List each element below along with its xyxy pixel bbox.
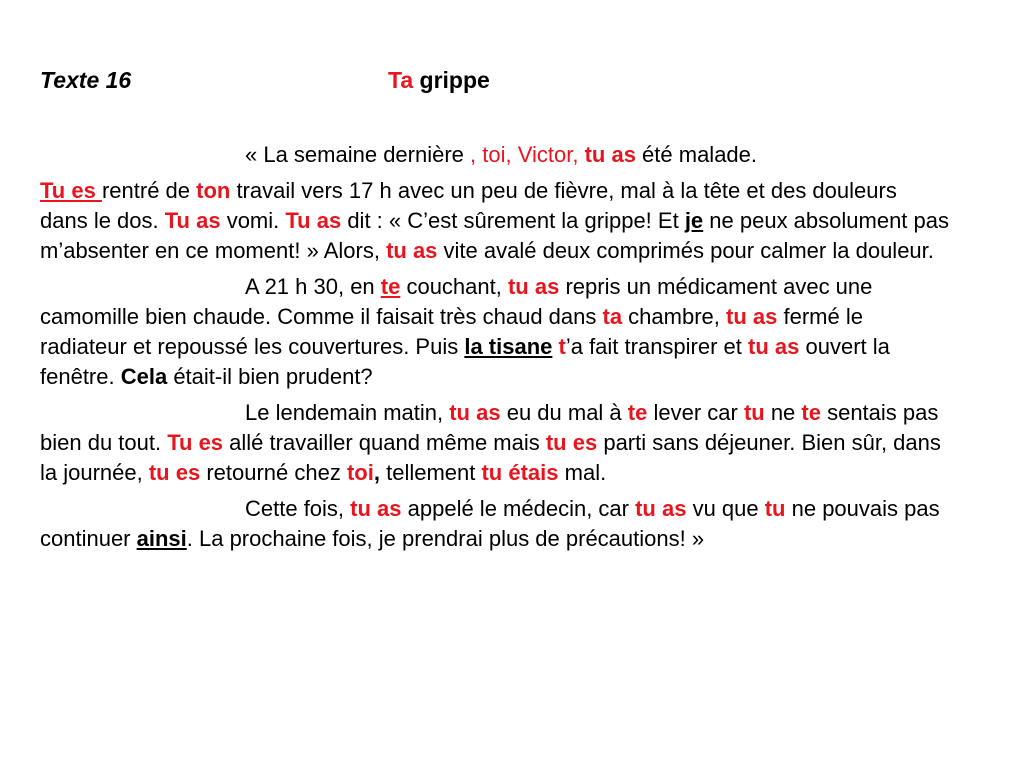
paragraph — [40, 398, 950, 488]
highlighted-text: te — [627, 400, 648, 425]
text-segment: A 21 h 30, en — [245, 274, 381, 299]
text-segment: tellement — [379, 460, 482, 485]
text-segment: . La prochaine fois, je prendrai plus de précautions! » — [186, 526, 705, 551]
text-segment: mal. — [558, 460, 607, 485]
highlighted-text: , — [373, 460, 380, 485]
text-segment: couchant, — [400, 274, 508, 299]
highlighted-text: Tu as — [164, 208, 221, 233]
text-body — [40, 140, 950, 560]
text-segment: Le lendemain matin, — [245, 400, 450, 425]
text-label: Texte 16 — [40, 67, 132, 93]
highlighted-text: tu as — [386, 238, 438, 263]
text-segment: chambre, — [622, 304, 726, 329]
highlighted-text: te — [380, 274, 401, 299]
paragraph — [40, 494, 950, 554]
highlighted-text: te — [801, 400, 821, 425]
paragraph — [40, 272, 950, 392]
highlighted-text: Tu es — [40, 178, 102, 203]
highlighted-text: tu as — [584, 142, 636, 167]
highlighted-text: tu as — [726, 304, 778, 329]
text-segment: était-il bien prudent? — [167, 364, 373, 389]
text-title — [388, 64, 490, 96]
title-red-word: Ta — [388, 67, 414, 93]
highlighted-text: Tu es — [167, 430, 224, 455]
highlighted-text: ton — [196, 178, 231, 203]
title-rest: grippe — [413, 67, 490, 93]
text-segment: ne — [764, 400, 802, 425]
text-segment: retourné chez — [200, 460, 347, 485]
highlighted-text: je — [684, 208, 704, 233]
highlighted-text: ainsi — [136, 526, 187, 551]
text-segment: dit : « C’est sûrement la grippe! Et — [341, 208, 685, 233]
highlighted-text: la tisane — [464, 334, 553, 359]
text-segment: vite avalé deux comprimés pour calmer la douleur. — [437, 238, 934, 263]
highlighted-text: tu as — [449, 400, 501, 425]
highlighted-text: tu as — [350, 496, 402, 521]
highlighted-text: tu es — [148, 460, 201, 485]
highlighted-text: Tu as — [285, 208, 342, 233]
highlighted-text: tu — [743, 400, 765, 425]
highlighted-text: t — [558, 334, 566, 359]
text-segment: sentais pas bien du tout. — [40, 400, 939, 455]
text-segment: lever car — [647, 400, 744, 425]
highlighted-text: tu — [764, 496, 786, 521]
header — [40, 64, 490, 96]
highlighted-text: toi — [346, 460, 374, 485]
text-segment: vomi. — [220, 208, 286, 233]
highlighted-text: tu as — [635, 496, 687, 521]
text-segment: parti sans déjeuner. Bien sûr, dans la journée, — [40, 430, 941, 485]
text-segment: vu que — [686, 496, 765, 521]
highlighted-text: tu es — [545, 430, 598, 455]
text-segment: repris un médicament avec une camomille bien chaude. Comme il faisait très chaud dans — [40, 274, 873, 329]
text-segment: ’a fait transpirer et — [565, 334, 749, 359]
text-segment: « La semaine dernière — [245, 142, 471, 167]
highlighted-text: tu as — [748, 334, 800, 359]
highlighted-text: ta — [602, 304, 623, 329]
text-segment: eu du mal à — [500, 400, 628, 425]
text-segment: rentré de — [101, 178, 197, 203]
text-segment: fermé le radiateur et repoussé les couvertures. Puis — [40, 304, 863, 359]
text-segment: allé travailler quand même mais — [223, 430, 546, 455]
highlighted-text: , toi, Victor, — [470, 142, 585, 167]
highlighted-text: tu étais — [481, 460, 559, 485]
highlighted-text: tu as — [507, 274, 560, 299]
paragraph — [40, 176, 950, 266]
paragraph — [40, 140, 950, 170]
text-segment: été malade. — [635, 142, 758, 167]
text-segment: travail vers 17 h avec un peu de fièvre, mal à la tête et des douleurs dans le dos. — [40, 178, 897, 233]
highlighted-text: Cela — [120, 364, 168, 389]
text-segment: ouvert la fenêtre. — [40, 334, 890, 389]
text-segment: Cette fois, — [245, 496, 351, 521]
text-segment: appelé le médecin, car — [401, 496, 636, 521]
text-segment: ne peux absolument pas m’absenter en ce moment! » Alors, — [40, 208, 950, 263]
text-segment: ne pouvais pas continuer — [40, 496, 940, 551]
